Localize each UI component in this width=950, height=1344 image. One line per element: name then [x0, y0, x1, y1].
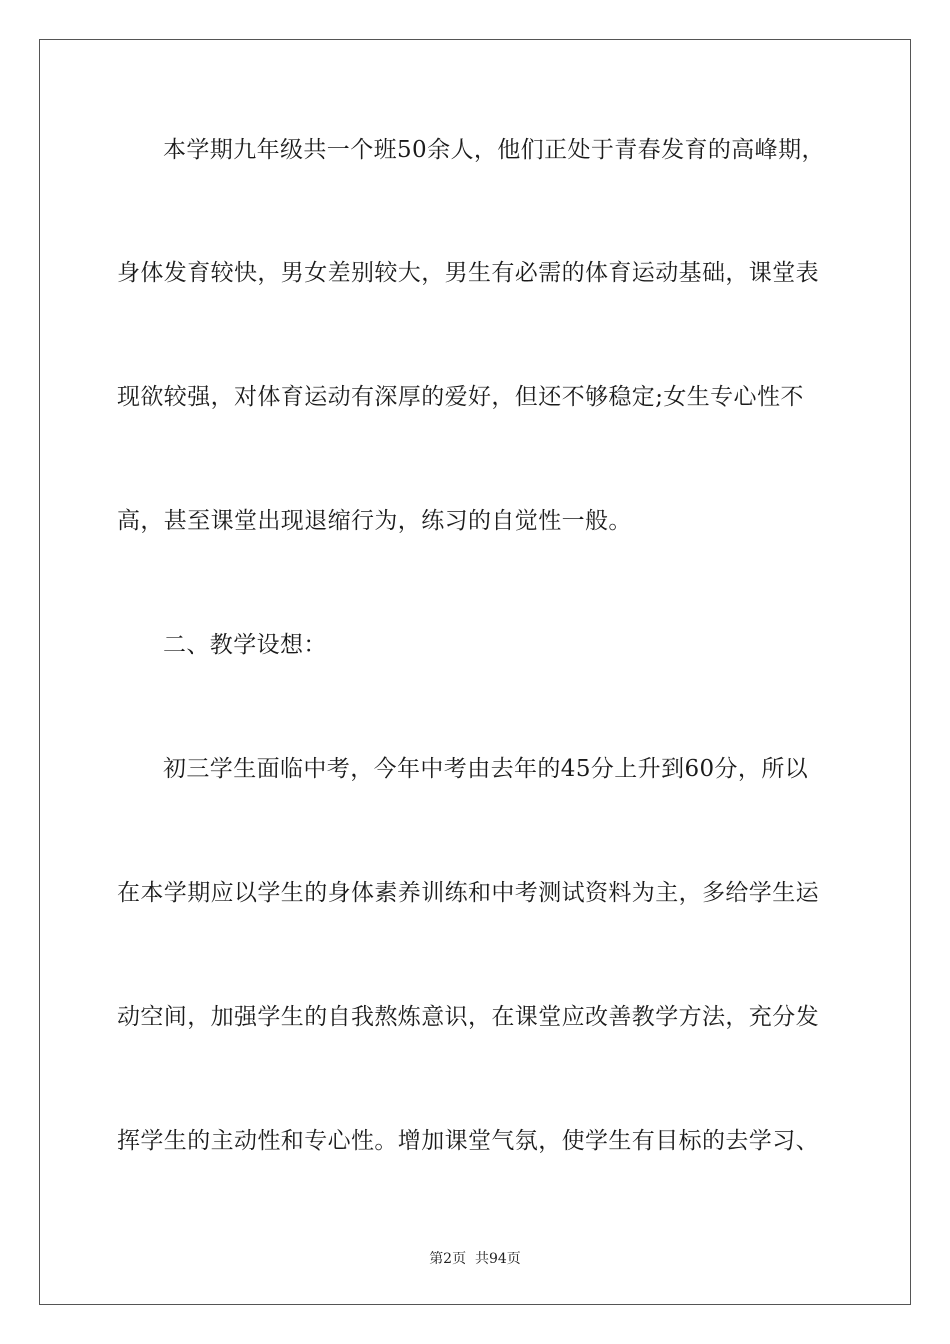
paragraph-2-line-2: 在本学期应以学生的身体素养训练和中考测试资料为主，多给学生运 [117, 880, 819, 906]
page-border [39, 39, 911, 1305]
paragraph-1-line-2: 身体发育较快，男女差别较大，男生有必需的体育运动基础，课堂表 [117, 260, 819, 286]
paragraph-1-line-4: 高，甚至课堂出现退缩行为，练习的自觉性一般。 [117, 508, 632, 534]
paragraph-2-line-3: 动空间，加强学生的自我熬炼意识，在课堂应改善教学方法，充分发 [117, 1004, 819, 1030]
paragraph-2-line-4: 挥学生的主动性和专心性。增加课堂气氛，使学生有目标的去学习、 [117, 1128, 819, 1154]
paragraph-1-line-3: 现欲较强，对体育运动有深厚的爱好，但还不够稳定;女生专心性不 [117, 384, 804, 410]
page-number-footer: 第2页 共94页 [429, 1251, 521, 1267]
section-heading: 二、教学设想： [163, 632, 327, 658]
paragraph-2-line-1: 初三学生面临中考，今年中考由去年的45分上升到60分，所以 [163, 756, 809, 782]
paragraph-1-line-1: 本学期九年级共一个班50余人，他们正处于青春发育的高峰期， [163, 137, 825, 163]
